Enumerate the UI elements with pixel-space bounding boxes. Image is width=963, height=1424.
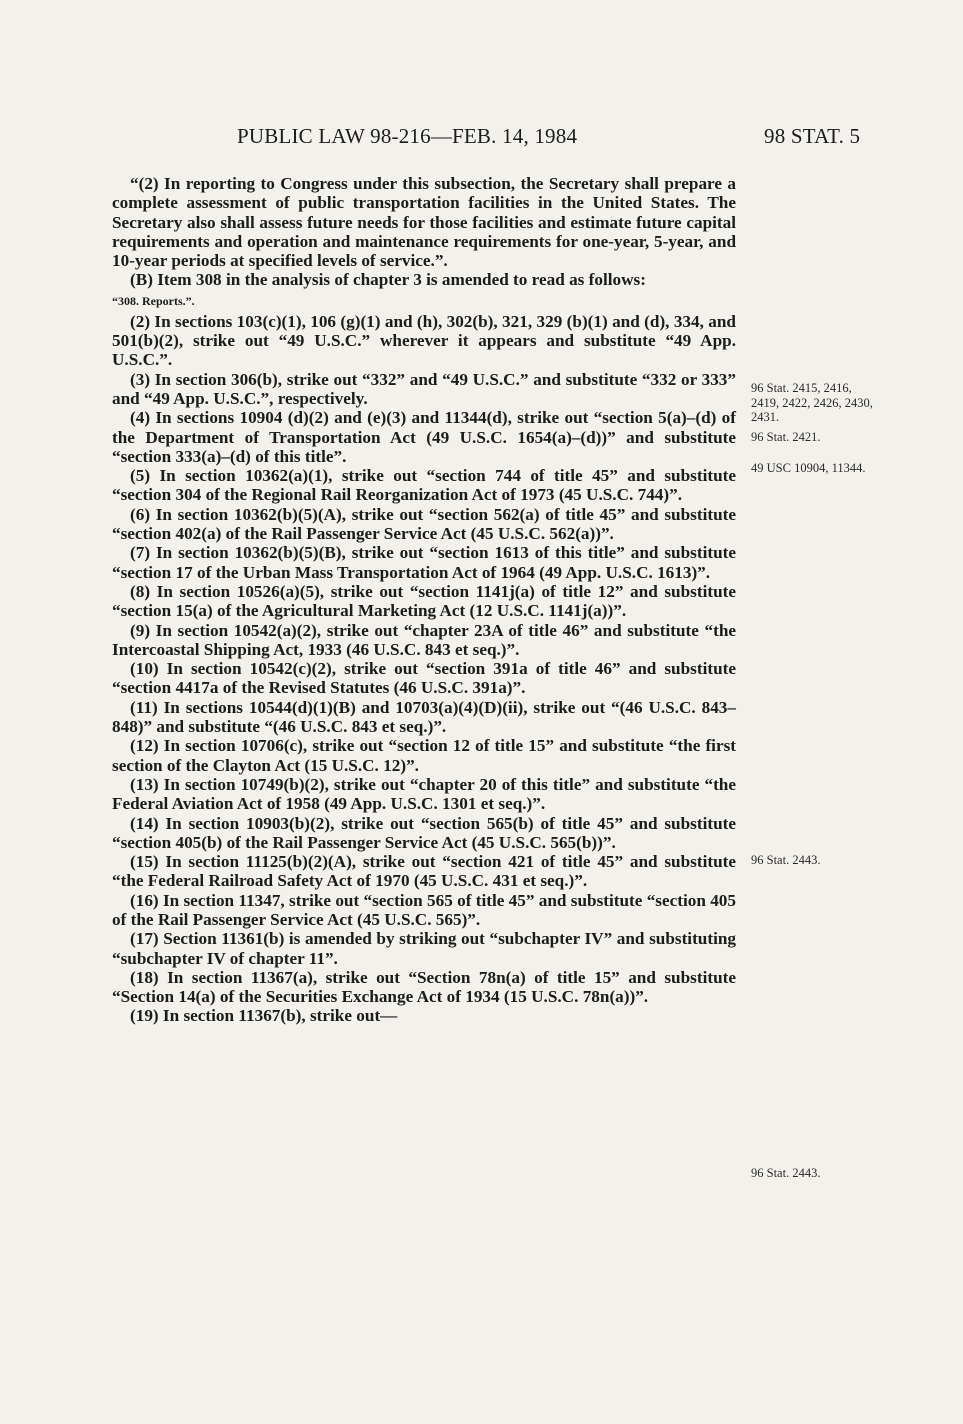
- paragraph: (15) In section 11125(b)(2)(A), strike out “section 421 of title 45” and substitute “the Federal Railroad Safety Act of 1970 (45 U.S.C. 431 et seq.)”.: [112, 852, 736, 891]
- page-header: [0, 124, 963, 154]
- paragraph: (12) In section 10706(c), strike out “section 12 of title 15” and substitute “the first section of the Clayton Act (15 U.S.C. 12)”.: [112, 736, 736, 775]
- paragraph: (4) In sections 10904 (d)(2) and (e)(3) and 11344(d), strike out “section 5(a)–(d) of the Department of Transportation Act (49 U.S.C. 1654(a)–(d))” and substitute “section 333(a)–(d) of this title”.: [112, 408, 736, 466]
- margin-note-stat-2443-b: 96 Stat. 2443.: [751, 1166, 821, 1180]
- paragraph: (18) In section 11367(a), strike out “Section 78n(a) of title 15” and substitute “Section 14(a) of the Securities Exchange Act of 1934 (15 U.S.C. 78n(a))”.: [112, 967, 736, 1007]
- paragraph: “308. Reports.”.: [112, 293, 195, 308]
- paragraph: (9) In section 10542(a)(2), strike out “chapter 23A of title 46” and substitute “the Intercoastal Shipping Act, 1933 (46 U.S.C. 843 et seq.)”.: [112, 620, 736, 659]
- paragraph: (11) In sections 10544(d)(1)(B) and 10703(a)(4)(D)(ii), strike out “(46 U.S.C. 843–848)” and substitute “(46 U.S.C. 843 et seq.)”.: [112, 697, 736, 737]
- header-stat-page: 98 STAT. 5: [764, 124, 861, 148]
- margin-note-stat-2443-a: 96 Stat. 2443.: [751, 853, 821, 867]
- paragraph: (7) In section 10362(b)(5)(B), strike out “section 1613 of this title” and substitute “section 17 of the Urban Mass Transportation Act of 1964 (49 App. U.S.C. 1613)”.: [112, 543, 736, 582]
- paragraph: “(2) In reporting to Congress under this subsection, the Secretary shall prepare a complete assessment of public transportation facilities in the United States. The Secretary also shall assess future needs for those facilities and estimate future capital requirements and operation and maintenance requirements for one-year, 5-year, and 10-year periods at specified levels of service.”.: [112, 174, 736, 271]
- paragraph: (19) In section 11367(b), strike out—: [130, 1006, 398, 1026]
- paragraph: (8) In section 10526(a)(5), strike out “section 1141j(a) of title 12” and substitute “section 15(a) of the Agricultural Marketing Act (12 U.S.C. 1141j(a))”.: [112, 581, 736, 621]
- paragraph: (3) In section 306(b), strike out “332” and “49 U.S.C.” and substitute “332 or 333” and “49 App. U.S.C.”, respectively.: [112, 369, 736, 408]
- margin-note-stat-refs: 96 Stat. 2415, 2416, 2419, 2422, 2426, 2430, 2431.: [751, 381, 873, 424]
- paragraph: (13) In section 10749(b)(2), strike out “chapter 20 of this title” and substitute “the Federal Aviation Act of 1958 (49 App. U.S.C. 1301 et seq.)”.: [112, 774, 736, 814]
- paragraph: (6) In section 10362(b)(5)(A), strike out “section 562(a) of title 45” and substitute “section 402(a) of the Rail Passenger Service Act (45 U.S.C. 562(a))”.: [112, 504, 736, 544]
- margin-note-usc: 49 USC 10904, 11344.: [751, 461, 866, 475]
- paragraph: (5) In section 10362(a)(1), strike out “section 744 of title 45” and substitute “section 304 of the Regional Rail Reorganization Act of 1973 (45 U.S.C. 744)”.: [112, 466, 736, 505]
- paragraph: (B) Item 308 in the analysis of chapter 3 is amended to read as follows:: [130, 270, 646, 290]
- margin-note-stat-2421: 96 Stat. 2421.: [751, 430, 821, 444]
- paragraph: (2) In sections 103(c)(1), 106 (g)(1) and (h), 302(b), 321, 329 (b)(1) and (d), 334, and 501(b)(2), strike out “49 U.S.C.” wherever it appears and substitute “49 App. U.S.C.”.: [112, 311, 736, 370]
- body-text: [112, 174, 736, 1026]
- paragraph: (16) In section 11347, strike out “section 565 of title 45” and substitute “section 405 of the Rail Passenger Service Act (45 U.S.C. 565)”.: [112, 890, 736, 929]
- header-title: PUBLIC LAW 98-216—FEB. 14, 1984: [237, 124, 578, 148]
- paragraph: (10) In section 10542(c)(2), strike out “section 391a of title 46” and substitute “section 4417a of the Revised Statutes (46 U.S.C. 391a)”.: [112, 659, 736, 698]
- paragraph: (14) In section 10903(b)(2), strike out “section 565(b) of title 45” and substitute “section 405(b) of the Rail Passenger Service Act (45 U.S.C. 565(b))”.: [112, 813, 736, 852]
- paragraph: (17) Section 11361(b) is amended by striking out “subchapter IV” and substituting “subchapter IV of chapter 11”.: [112, 929, 736, 968]
